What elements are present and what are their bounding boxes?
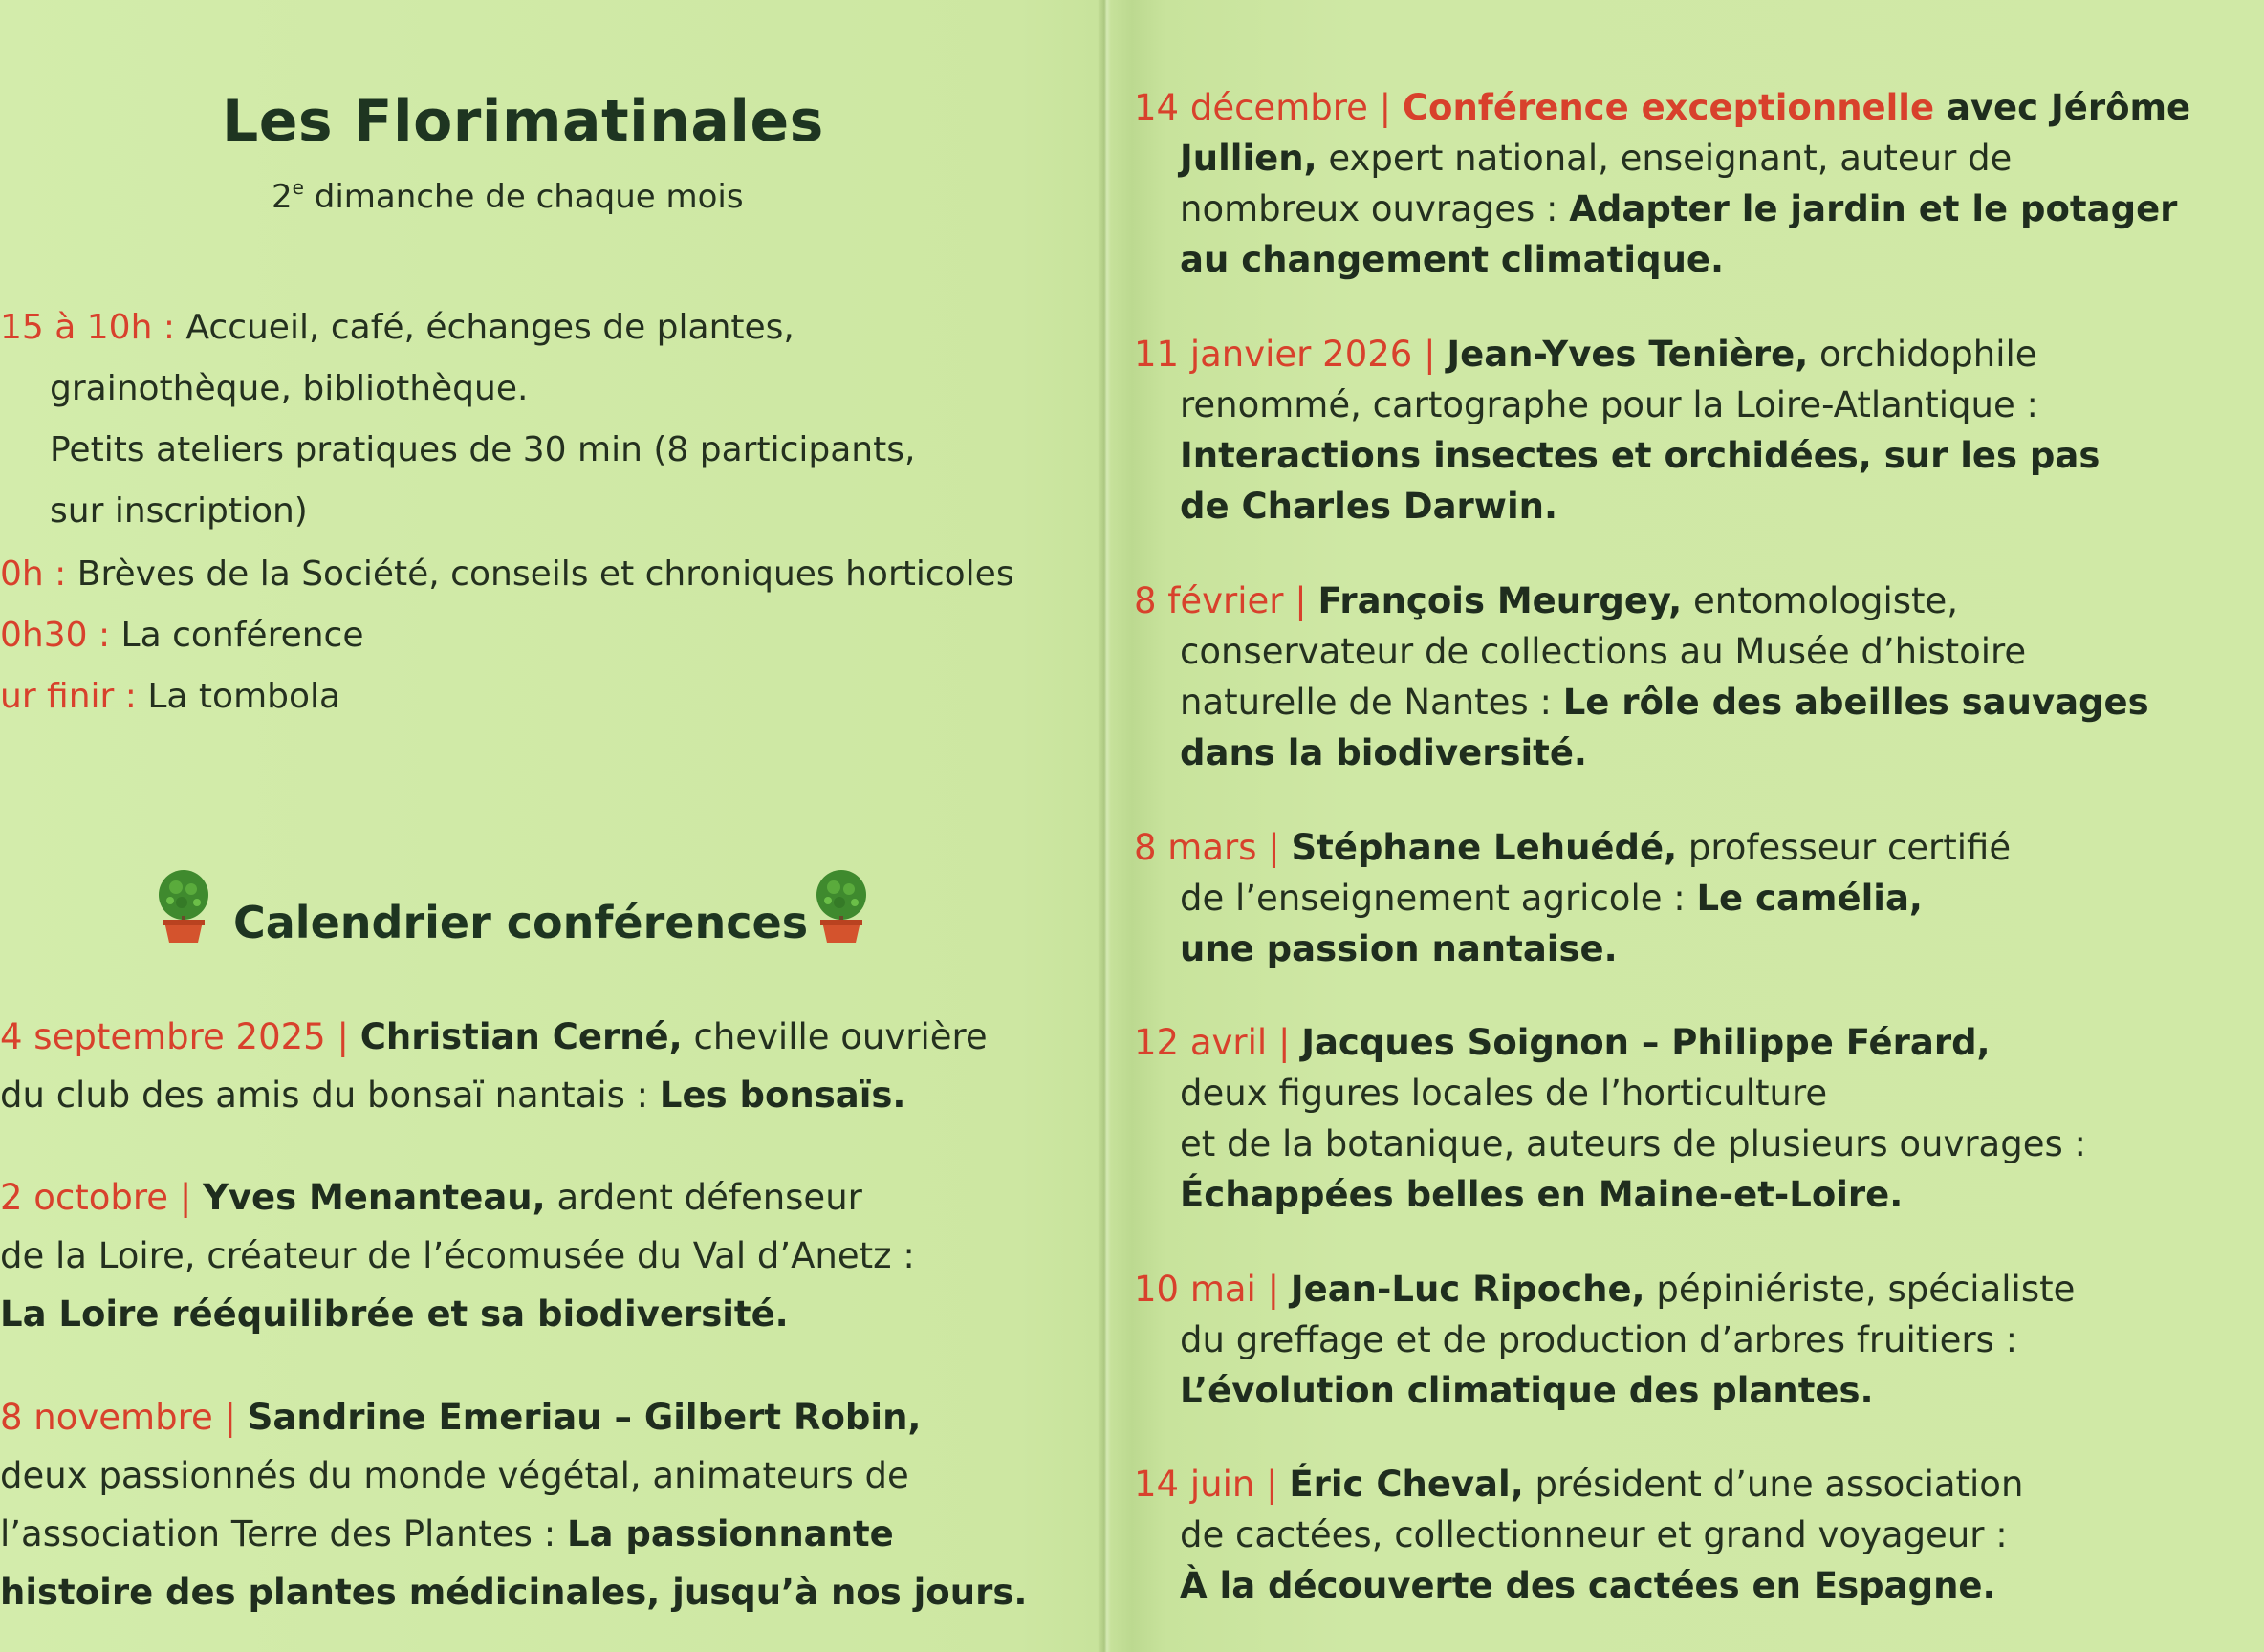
event-text: de cactées, collectionneur et grand voyageur : [1180, 1514, 2008, 1555]
event-line [1134, 626, 2149, 677]
event-line [1134, 924, 2011, 974]
event-line [1134, 133, 2190, 184]
schedule-text: Brèves de la Société, conseils et chroniques horticoles [76, 554, 1014, 594]
event-text: du club des amis du bonsaï nantais : [0, 1075, 660, 1116]
event-text: orchidophile [1808, 334, 2037, 375]
schedule-line [50, 491, 308, 531]
schedule-line [0, 677, 340, 716]
event-text: entomologiste, [1682, 580, 1959, 621]
event-separator: | [1295, 580, 1318, 621]
event-item [1134, 576, 2149, 778]
event-item [1134, 822, 2011, 974]
event-date: 12 avril [1134, 1022, 1278, 1063]
schedule-line [0, 308, 795, 347]
event-topic: histoire des plantes médicinales, jusqu’à nos jours. [0, 1572, 1028, 1613]
schedule-text: grainothèque, bibliothèque. [50, 369, 529, 408]
event-line [0, 1066, 988, 1124]
schedule-line [50, 430, 915, 469]
schedule-time: ur finir : [0, 677, 148, 716]
event-line [1134, 1119, 2086, 1169]
event-line [1134, 576, 2149, 626]
event-line [1134, 184, 2190, 234]
event-topic: La passionnante [566, 1513, 894, 1554]
event-text: professeur certifié [1677, 827, 2012, 868]
subtitle-text: dimanche de chaque mois [303, 178, 744, 216]
event-line [1134, 1459, 2023, 1510]
event-separator: | [1277, 1022, 1302, 1063]
event-separator: | [1267, 1269, 1291, 1310]
event-line [0, 1285, 915, 1343]
event-speaker: Jullien, [1180, 138, 1317, 179]
event-line [0, 1388, 1027, 1446]
subtitle-superscript: e [292, 176, 304, 199]
schedule-text: La tombola [147, 677, 341, 716]
event-item [1134, 1017, 2086, 1220]
schedule-line [0, 616, 363, 655]
event-date: 2 octobre [0, 1177, 180, 1218]
event-separator: | [1266, 1464, 1290, 1505]
event-line [1134, 1365, 2075, 1416]
event-topic: Interactions insectes et orchidées, sur les pas [1180, 435, 2101, 476]
subtitle-number: 2 [272, 178, 293, 216]
event-text: l’association Terre des Plantes : [0, 1513, 567, 1554]
event-line [1134, 1169, 2086, 1220]
event-topic: Le camélia, [1696, 878, 1923, 919]
event-item [0, 1388, 1027, 1621]
event-line [0, 1563, 1027, 1621]
event-speaker: Christian Cerné, [359, 1016, 683, 1057]
event-speaker: Jacques Soignon – Philippe Férard, [1301, 1022, 1991, 1063]
event-topic: dans la biodiversité. [1180, 732, 1587, 773]
event-line [0, 1227, 915, 1285]
page-subtitle [272, 176, 744, 216]
event-separator: | [224, 1397, 248, 1438]
event-line [0, 1505, 1027, 1563]
event-line [1134, 481, 2100, 532]
event-topic: Les bonsaïs. [659, 1075, 906, 1116]
event-date: 8 février [1134, 580, 1295, 621]
event-line [1134, 1315, 2075, 1365]
event-line [1134, 822, 2011, 873]
event-separator: | [1268, 827, 1292, 868]
event-topic: La Loire rééquilibrée et sa biodiversité. [0, 1293, 789, 1335]
event-line [1134, 728, 2149, 778]
event-separator: | [1424, 334, 1448, 375]
event-topic: Le rôle des abeilles sauvages [1562, 682, 2149, 723]
event-speaker: Éric Cheval, [1289, 1464, 1524, 1505]
event-highlight: Conférence exceptionnelle [1402, 87, 1935, 128]
event-line [0, 1446, 1027, 1505]
event-item [1134, 1264, 2075, 1416]
schedule-text: Accueil, café, échanges de plantes, [185, 308, 795, 347]
event-speaker: Stéphane Lehuédé, [1291, 827, 1678, 868]
event-item [1134, 329, 2100, 532]
event-speaker: Jean-Yves Tenière, [1447, 334, 1809, 375]
event-text: renommé, cartographe pour la Loire-Atlantique : [1180, 384, 2038, 425]
event-text: deux figures locales de l’horticulture [1180, 1073, 1828, 1114]
event-text: de la Loire, créateur de l’écomusée du Val d’Anetz : [0, 1235, 915, 1276]
event-topic: de Charles Darwin. [1180, 486, 1558, 527]
event-text: président d’une association [1523, 1464, 2024, 1505]
event-text: du greffage et de production d’arbres fruitiers : [1180, 1319, 2018, 1360]
event-separator: | [337, 1016, 360, 1057]
event-speaker: Sandrine Emeriau – Gilbert Robin, [247, 1397, 922, 1438]
page-title: Les Florimatinales [222, 88, 824, 155]
page-fold [1098, 0, 1111, 1652]
event-line [1134, 1264, 2075, 1315]
event-topic: Adapter le jardin et le potager [1569, 188, 2178, 229]
event-date: 8 mars [1134, 827, 1269, 868]
event-line [1134, 234, 2190, 285]
calendar-heading: Calendrier conférences [233, 897, 809, 948]
event-text: ardent défenseur [545, 1177, 862, 1218]
event-line [0, 1168, 915, 1227]
event-text: expert national, enseignant, auteur de [1317, 138, 2013, 179]
event-date: 8 novembre [0, 1397, 225, 1438]
event-speaker: avec Jérôme [1934, 87, 2191, 128]
event-text: deux passionnés du monde végétal, animateurs de [0, 1455, 909, 1496]
event-line [1134, 873, 2011, 924]
event-item [1134, 1459, 2023, 1611]
event-item [1134, 82, 2190, 285]
event-text: naturelle de Nantes : [1180, 682, 1563, 723]
event-item [0, 1168, 915, 1343]
event-item [0, 1008, 988, 1124]
event-line [0, 1008, 988, 1066]
schedule-text: La conférence [120, 616, 364, 655]
event-date: 14 juin [1134, 1464, 1267, 1505]
event-topic: Échappées belles en Maine-et-Loire. [1180, 1174, 1904, 1215]
event-text: cheville ouvrière [682, 1016, 988, 1057]
event-topic: L’évolution climatique des plantes. [1180, 1370, 1874, 1411]
event-date: 4 septembre 2025 [0, 1016, 337, 1057]
potted-topiary-icon [153, 868, 214, 945]
potted-topiary-icon [811, 868, 872, 945]
event-topic: une passion nantaise. [1180, 928, 1618, 969]
schedule-line [0, 554, 1014, 594]
schedule-text: Petits ateliers pratiques de 30 min (8 participants, [50, 430, 916, 469]
event-speaker: Jean-Luc Ripoche, [1290, 1269, 1645, 1310]
schedule-text: sur inscription) [50, 491, 308, 531]
event-line [1134, 1068, 2086, 1119]
event-speaker: François Meurgey, [1317, 580, 1683, 621]
event-topic: au changement climatique. [1180, 239, 1725, 280]
event-line [1134, 1510, 2023, 1560]
event-line [1134, 1560, 2023, 1611]
event-date: 14 décembre [1134, 87, 1380, 128]
event-text: conservateur de collections au Musée d’histoire [1180, 631, 2027, 672]
event-line [1134, 380, 2100, 430]
event-line [1134, 82, 2190, 133]
schedule-time: 0h : [0, 554, 77, 594]
event-line [1134, 430, 2100, 481]
schedule-time: 0h30 : [0, 616, 121, 655]
event-line [1134, 1017, 2086, 1068]
schedule-time: 15 à 10h : [0, 308, 186, 347]
event-topic: À la découverte des cactées en Espagne. [1180, 1565, 1996, 1606]
event-line [1134, 329, 2100, 380]
event-speaker: Yves Menanteau, [203, 1177, 546, 1218]
event-separator: | [1379, 87, 1403, 128]
event-line [1134, 677, 2149, 728]
event-separator: | [179, 1177, 204, 1218]
event-date: 11 janvier 2026 [1134, 334, 1425, 375]
event-text: de l’enseignement agricole : [1180, 878, 1697, 919]
event-text: et de la botanique, auteurs de plusieurs ouvrages : [1180, 1123, 2086, 1164]
event-date: 10 mai [1134, 1269, 1268, 1310]
event-text: nombreux ouvrages : [1180, 188, 1570, 229]
event-text: pépiniériste, spécialiste [1644, 1269, 2076, 1310]
schedule-line [50, 369, 528, 408]
